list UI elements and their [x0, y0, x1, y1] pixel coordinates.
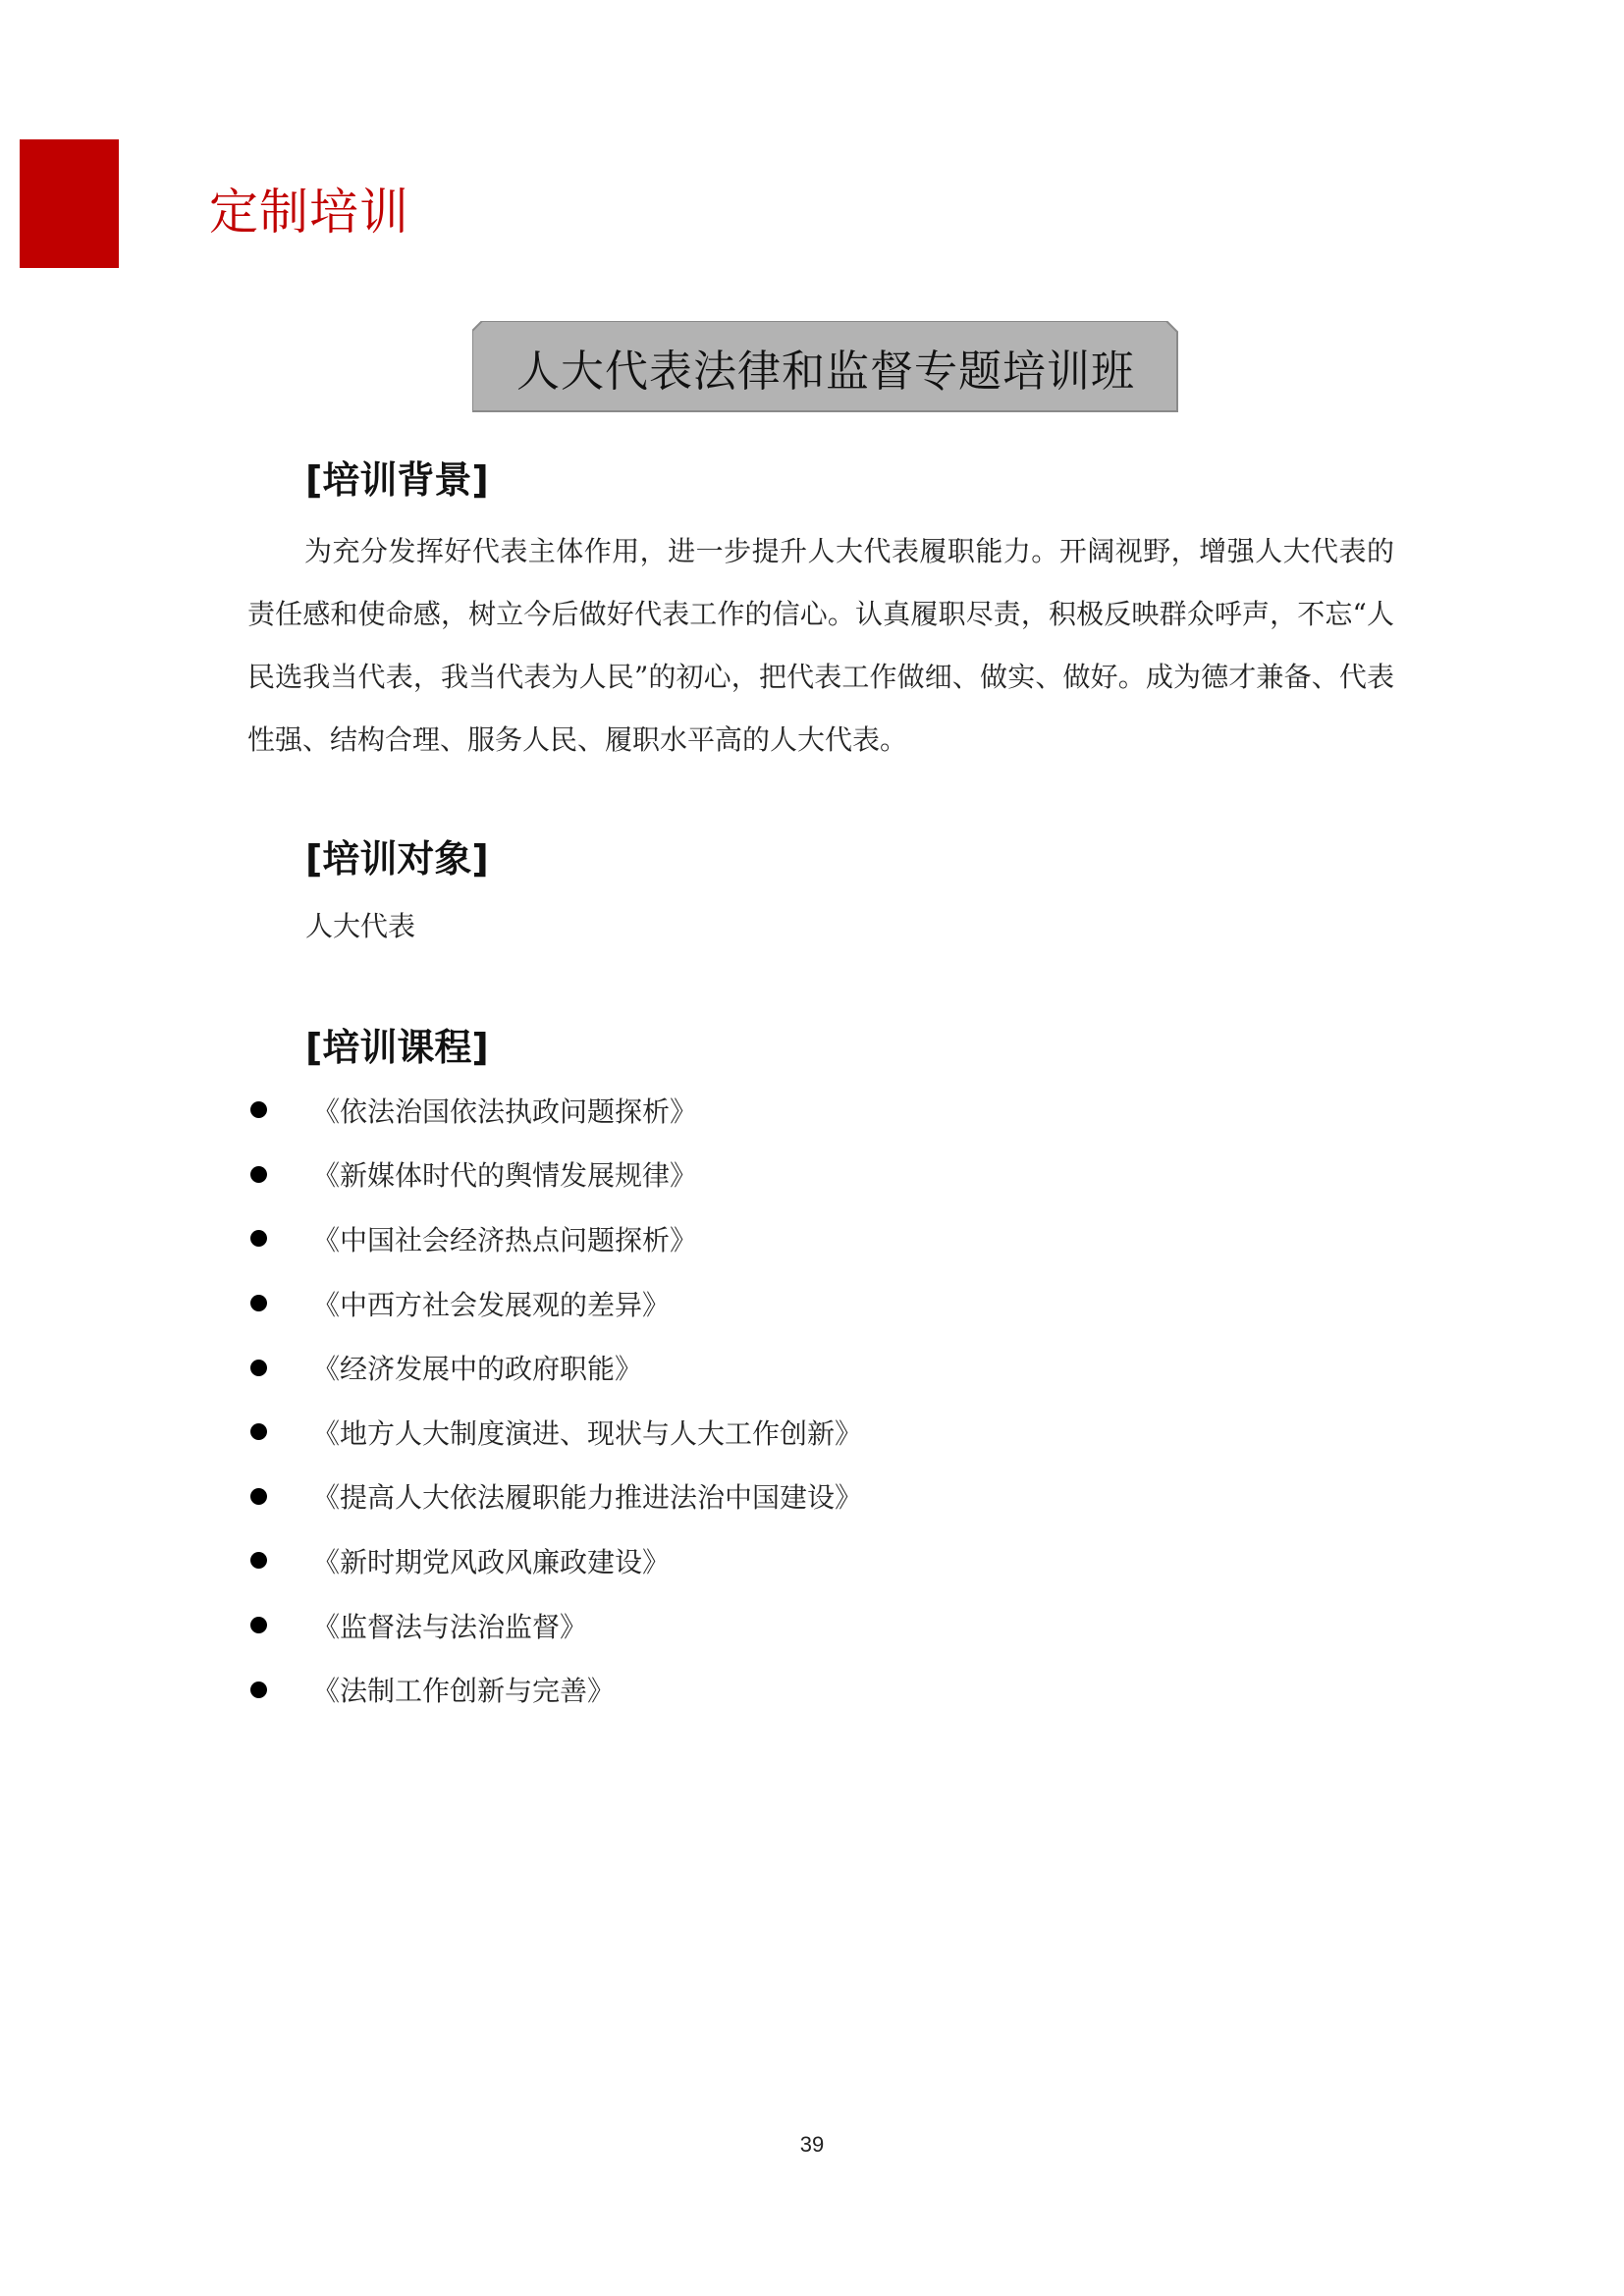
- list-item: [247, 1528, 862, 1593]
- bullet-icon: [250, 1682, 267, 1698]
- course-list: [247, 1078, 862, 1722]
- course-title: 《中西方社会发展观的差异》: [312, 1288, 671, 1321]
- bullet-icon: [250, 1360, 267, 1376]
- course-title: 《提高人大依法履职能力推进法治中国建设》: [312, 1481, 863, 1515]
- course-title-banner: [472, 321, 1179, 413]
- course-title: 《地方人大制度演进、现状与人大工作创新》: [312, 1416, 863, 1450]
- bullet-icon: [250, 1166, 267, 1183]
- list-item: [247, 1078, 862, 1143]
- course-title: 《新时期党风政风廉政建设》: [312, 1545, 671, 1578]
- section-title: 定制培训: [209, 184, 409, 240]
- page-number: 39: [799, 2132, 825, 2157]
- list-item: [247, 1400, 862, 1465]
- bullet-icon: [250, 1617, 267, 1633]
- course-title: 《监督法与法治监督》: [312, 1610, 588, 1643]
- list-item: [247, 1465, 862, 1529]
- background-heading: [培训背景]: [305, 458, 489, 502]
- bullet-icon: [250, 1230, 267, 1247]
- course-title: 《中国社会经济热点问题探析》: [312, 1223, 698, 1256]
- list-item: [247, 1335, 862, 1400]
- course-title: 《法制工作创新与完善》: [312, 1675, 616, 1708]
- bullet-icon: [250, 1488, 267, 1505]
- courses-heading: [培训课程]: [305, 1026, 489, 1069]
- list-item: [247, 1271, 862, 1336]
- bullet-icon: [250, 1423, 267, 1440]
- section-marker-block: [20, 139, 119, 268]
- bullet-icon: [250, 1295, 267, 1311]
- list-item: [247, 1593, 862, 1658]
- list-item: [247, 1206, 862, 1271]
- audience-heading: [培训对象]: [305, 837, 489, 881]
- banner-title: 人大代表法律和监督专题培训班: [516, 347, 1135, 397]
- list-item: [247, 1657, 862, 1722]
- course-title: 《依法治国依法执政问题探析》: [312, 1095, 698, 1128]
- list-item: [247, 1143, 862, 1207]
- background-paragraph: 为充分发挥好代表主体作用，进一步提升人大代表履职能力。开阔视野，增强人大代表的责任感和使命感，树立今后做好代表工作的信心。认真履职尽责，积极反映群众呼声，不忘“人民选我当代表，我当代表为人民”的初心，把代表工作做细、做实、做好。成为德才兼备、代表性强、结构合理、服务人民、履职水平高的人大代表。: [247, 535, 1394, 756]
- bullet-icon: [250, 1101, 267, 1118]
- course-title: 《经济发展中的政府职能》: [312, 1353, 643, 1386]
- bullet-icon: [250, 1552, 267, 1569]
- audience-text: 人大代表: [305, 910, 416, 942]
- course-title: 《新媒体时代的舆情发展规律》: [312, 1159, 698, 1193]
